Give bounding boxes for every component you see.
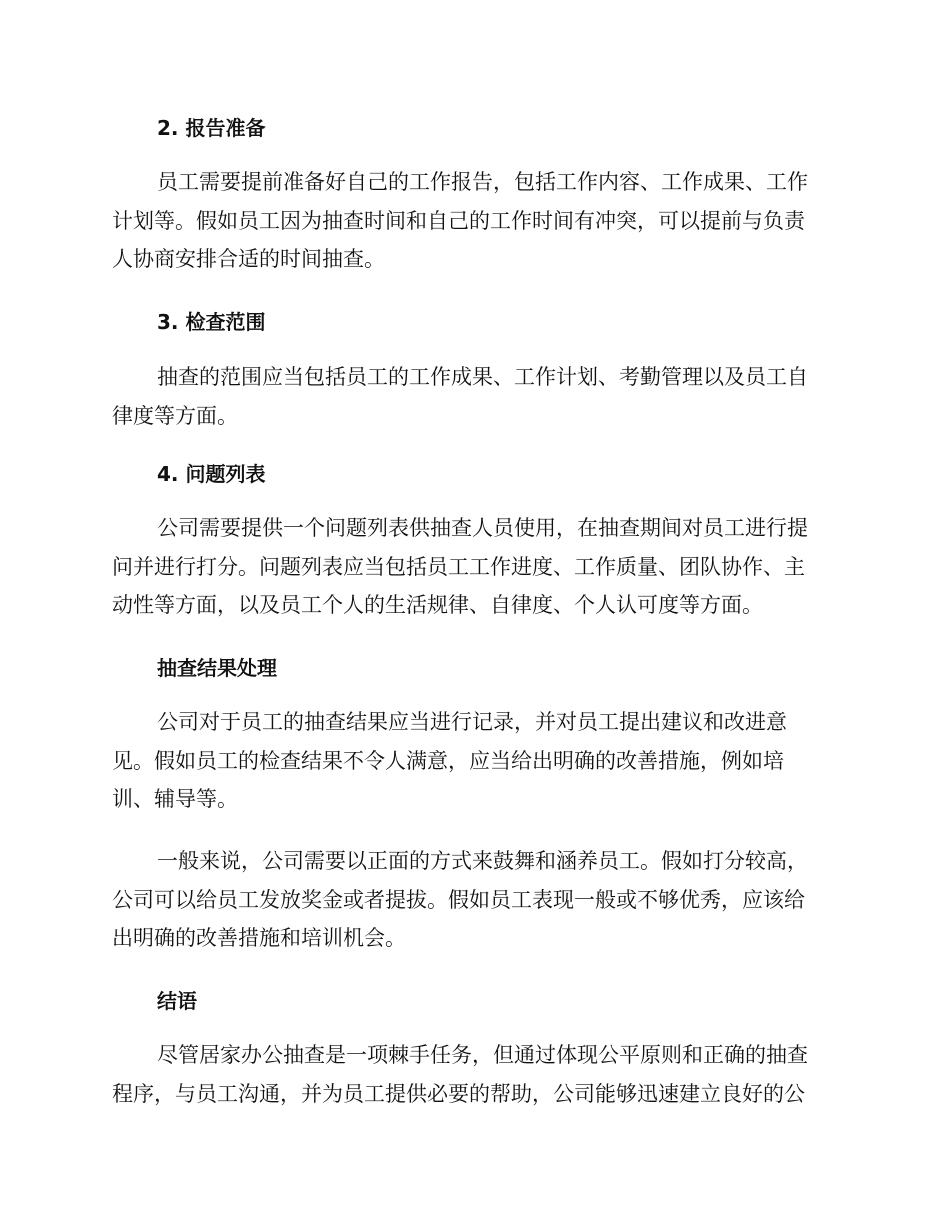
paragraph-line: 员工需要提前准备好自己的工作报告，包括工作内容、工作成果、工作 — [157, 170, 808, 194]
paragraph-result-handling-1 — [112, 703, 832, 819]
paragraph-report-prep — [112, 163, 832, 279]
paragraph-scope — [112, 358, 832, 435]
paragraph-line: 计划等。假如员工因为抽查时间和自己的工作时间有冲突，可以提前与负责 — [112, 208, 805, 233]
paragraph-line: 尽管居家办公抽查是一项棘手任务，但通过体现公平原则和正确的抽查 — [157, 1043, 808, 1067]
section-heading-result-handling: 抽查结果处理 — [157, 656, 277, 680]
paragraph-line: 训、辅导等。 — [112, 787, 238, 811]
section-heading-scope: 3. 检查范围 — [157, 310, 266, 334]
paragraph-line: 抽查的范围应当包括员工的工作成果、工作计划、考勤管理以及员工自 — [157, 365, 808, 389]
paragraph-line: 公司可以给员工发放奖金或者提拔。假如员工表现一般或不够优秀，应该给 — [112, 887, 805, 912]
paragraph-line: 见。假如员工的检查结果不令人满意，应当给出明确的改善措施，例如培 — [112, 748, 784, 773]
paragraph-line: 程序，与员工沟通，并为员工提供必要的帮助，公司能够迅速建立良好的公 — [112, 1081, 805, 1106]
paragraph-line: 人协商安排合适的时间抽查。 — [112, 247, 385, 271]
paragraph-line: 一般来说，公司需要以正面的方式来鼓舞和涵养员工。假如打分较高， — [157, 849, 808, 873]
section-heading-report-prep: 2. 报告准备 — [157, 116, 266, 140]
paragraph-conclusion — [112, 1036, 832, 1113]
paragraph-question-list — [112, 509, 832, 625]
paragraph-line: 公司对于员工的抽查结果应当进行记录，并对员工提出建议和改进意 — [157, 710, 787, 734]
paragraph-line: 公司需要提供一个问题列表供抽查人员使用，在抽查期间对员工进行提 — [157, 516, 808, 540]
paragraph-result-handling-2 — [112, 842, 832, 958]
paragraph-line: 律度等方面。 — [112, 403, 238, 428]
paragraph-line: 动性等方面，以及员工个人的生活规律、自律度、个人认可度等方面。 — [112, 593, 763, 617]
paragraph-line: 出明确的改善措施和培训机会。 — [112, 926, 406, 950]
section-heading-conclusion: 结语 — [157, 989, 197, 1013]
paragraph-line: 问并进行打分。问题列表应当包括员工工作进度、工作质量、团队协作、主 — [112, 554, 805, 579]
section-heading-question-list: 4. 问题列表 — [157, 462, 266, 486]
